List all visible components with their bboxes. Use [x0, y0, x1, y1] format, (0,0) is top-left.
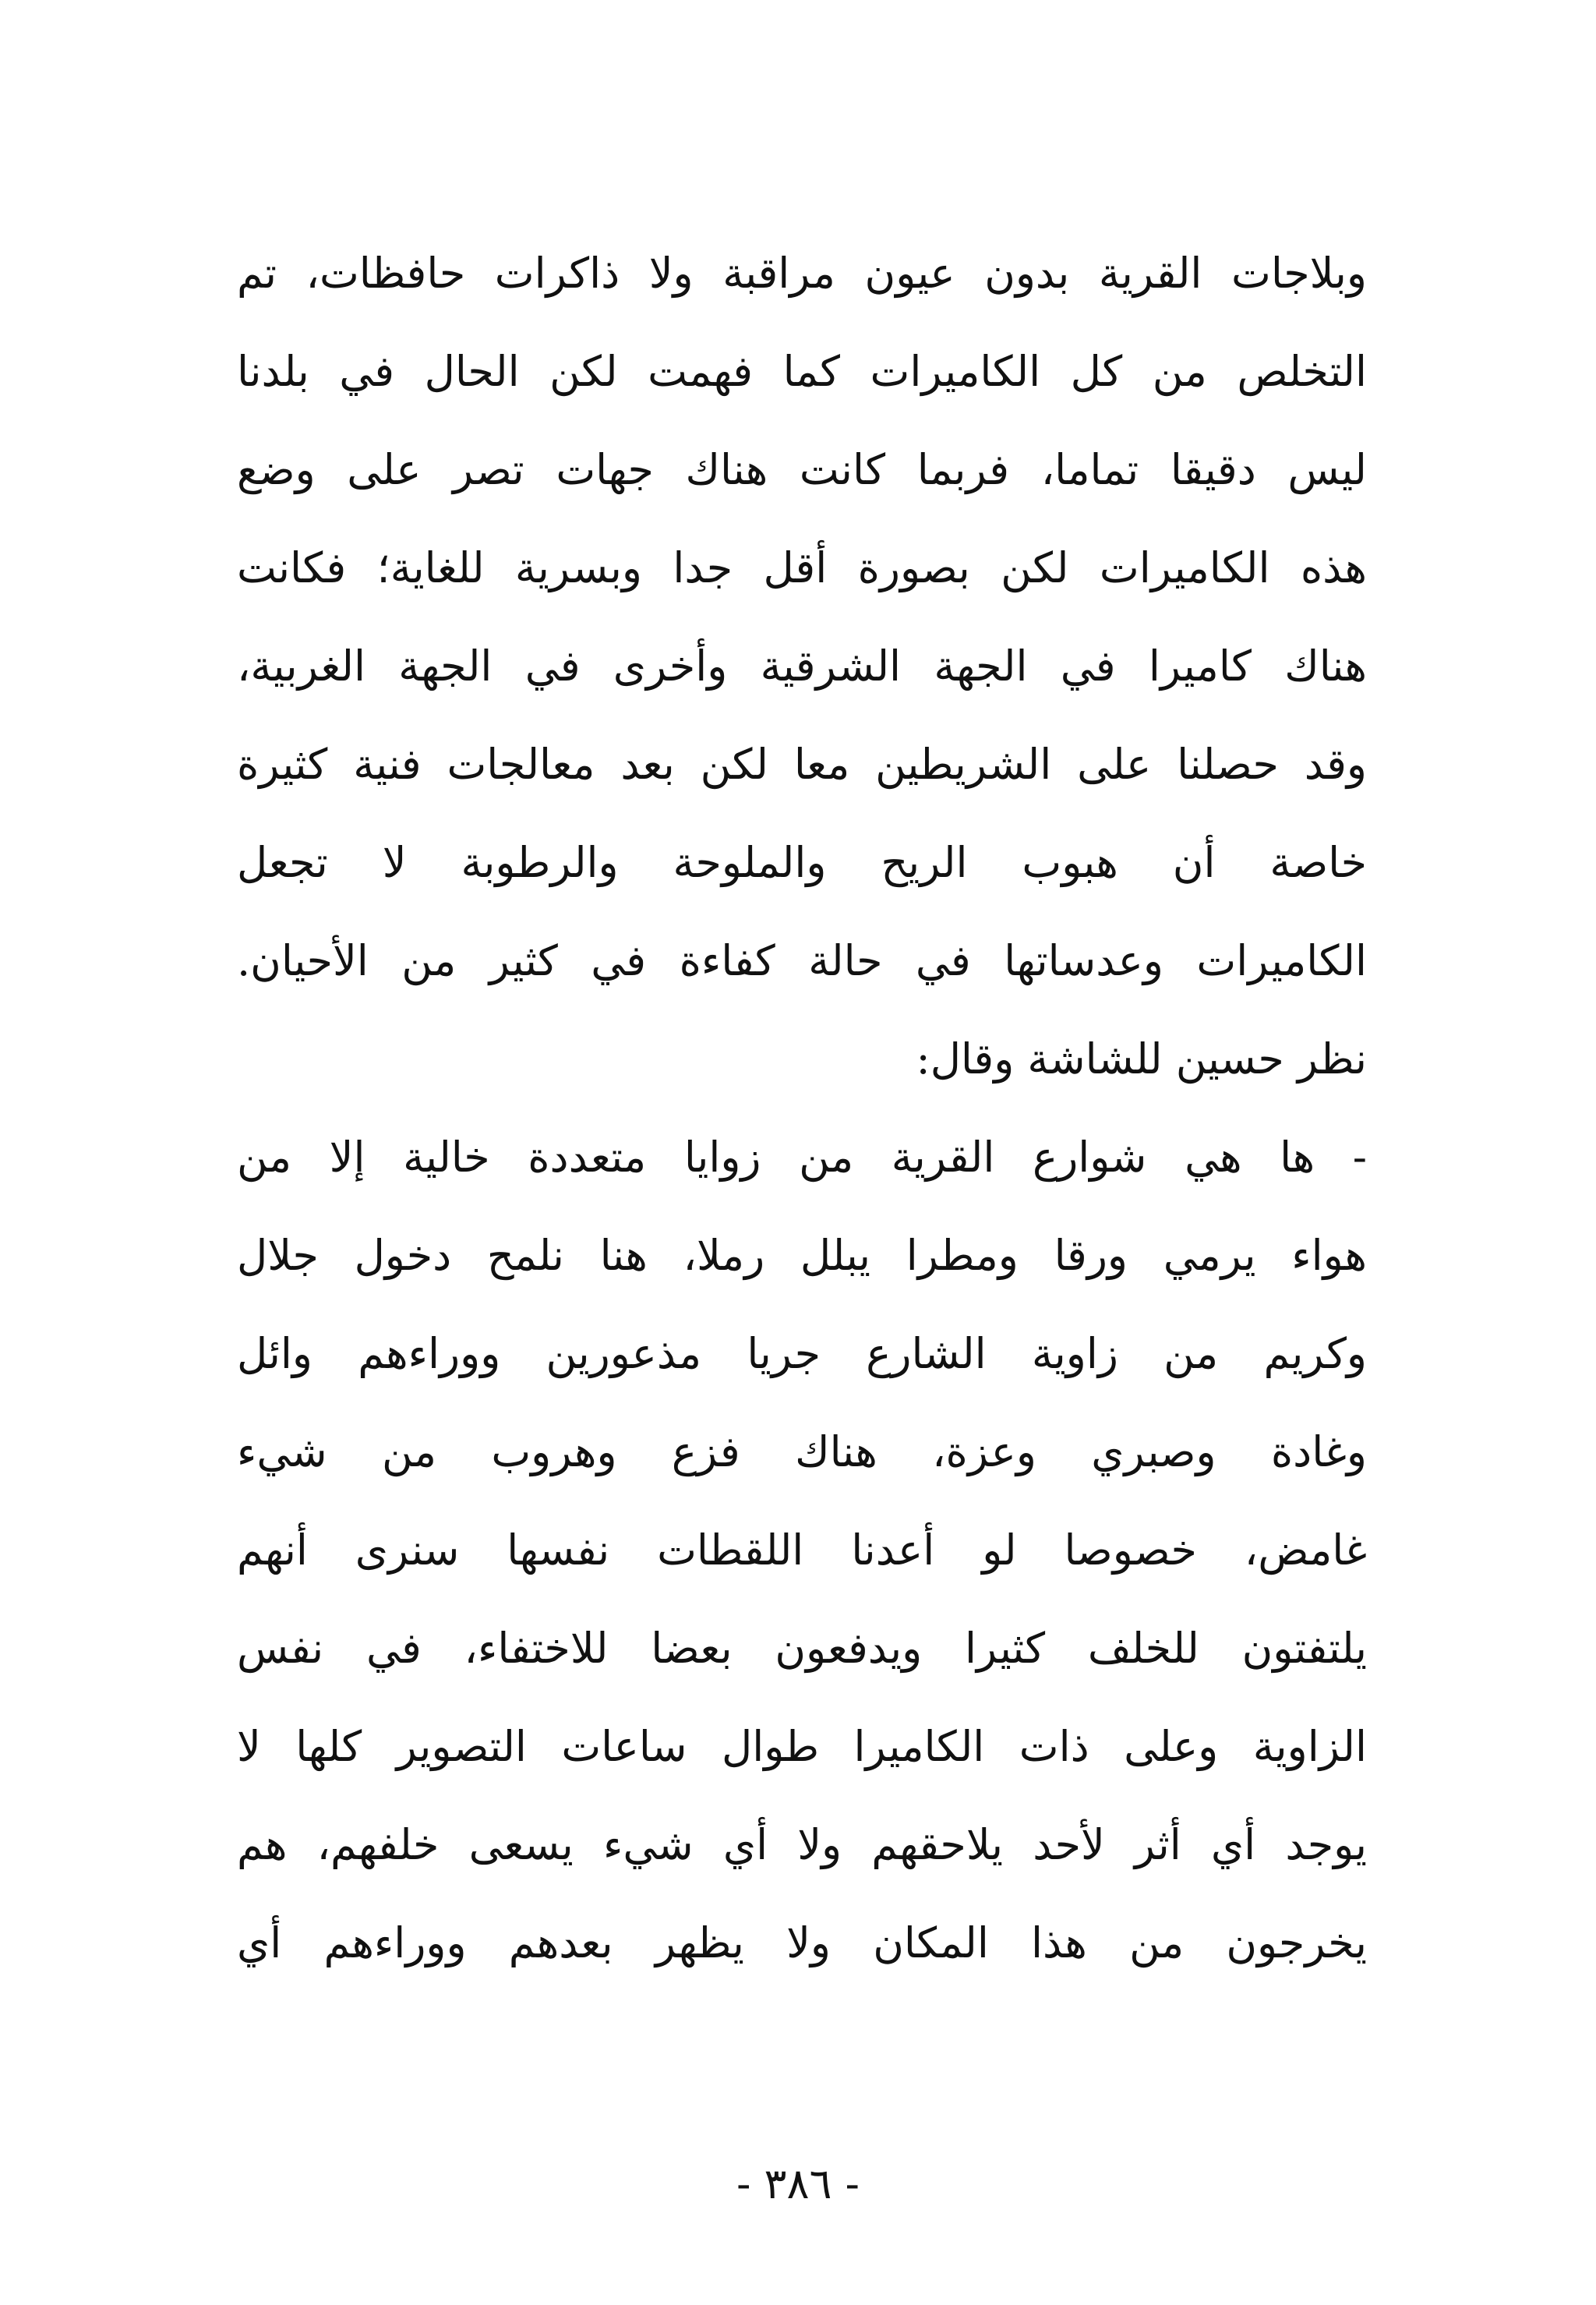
text-line: وكريم من زاوية الشارع جريا مذعورين ووراءهم وائل — [237, 1329, 1367, 1378]
text-line: هناك كاميرا في الجهة الشرقية وأخرى في الجهة الغربية، — [237, 642, 1367, 691]
text-line: وغادة وصبري وعزة، هناك فزع وهروب من شيء — [237, 1427, 1367, 1476]
text-line: غامض، خصوصا لو أعدنا اللقطات نفسها سنرى أنهم — [237, 1525, 1367, 1575]
text-line: وقد حصلنا على الشريطين معا لكن بعد معالجات فنية كثيرة — [237, 740, 1367, 789]
text-line: هواء يرمي ورقا ومطرا يبلل رملا، هنا نلمح دخول جلال — [237, 1231, 1367, 1280]
text-line: هذه الكاميرات لكن بصورة أقل جدا وبسرية للغاية؛ فكانت — [237, 543, 1367, 592]
text-line: نظر حسين للشاشة وقال: — [916, 1034, 1367, 1084]
paragraph-1 — [237, 224, 1367, 1010]
text-line: خاصة أن هبوب الريح والملوحة والرطوبة لا تجعل — [237, 838, 1367, 887]
text-line: - ها هي شوارع القرية من زوايا متعددة خالية إلا من — [237, 1133, 1367, 1182]
paragraph-2 — [237, 1010, 1367, 1108]
paragraph-3 — [237, 1108, 1367, 1992]
text-line: الزاوية وعلى ذات الكاميرا طوال ساعات التصوير كلها لا — [237, 1722, 1367, 1771]
text-line: يوجد أي أثر لأحد يلاحقهم ولا أي شيء يسعى خلفهم، هم — [237, 1820, 1367, 1869]
text-line: الكاميرات وعدساتها في حالة كفاءة في كثير من الأحيان. — [237, 936, 1367, 985]
body-text — [237, 224, 1367, 1992]
text-line: ليس دقيقا تماما، فربما كانت هناك جهات تصر على وضع — [237, 445, 1367, 494]
text-line: يلتفتون للخلف كثيرا ويدفعون بعضا للاختفاء، في نفس — [237, 1624, 1367, 1673]
text-line: التخلص من كل الكاميرات كما فهمت لكن الحال في بلدنا — [237, 347, 1367, 396]
page-number: - ٣٨٦ - — [736, 2159, 860, 2208]
text-line: يخرجون من هذا المكان ولا يظهر بعدهم ووراءهم أي — [237, 1918, 1367, 1967]
text-line: وبلاجات القرية بدون عيون مراقبة ولا ذاكرات حافظات، تم — [237, 249, 1367, 298]
